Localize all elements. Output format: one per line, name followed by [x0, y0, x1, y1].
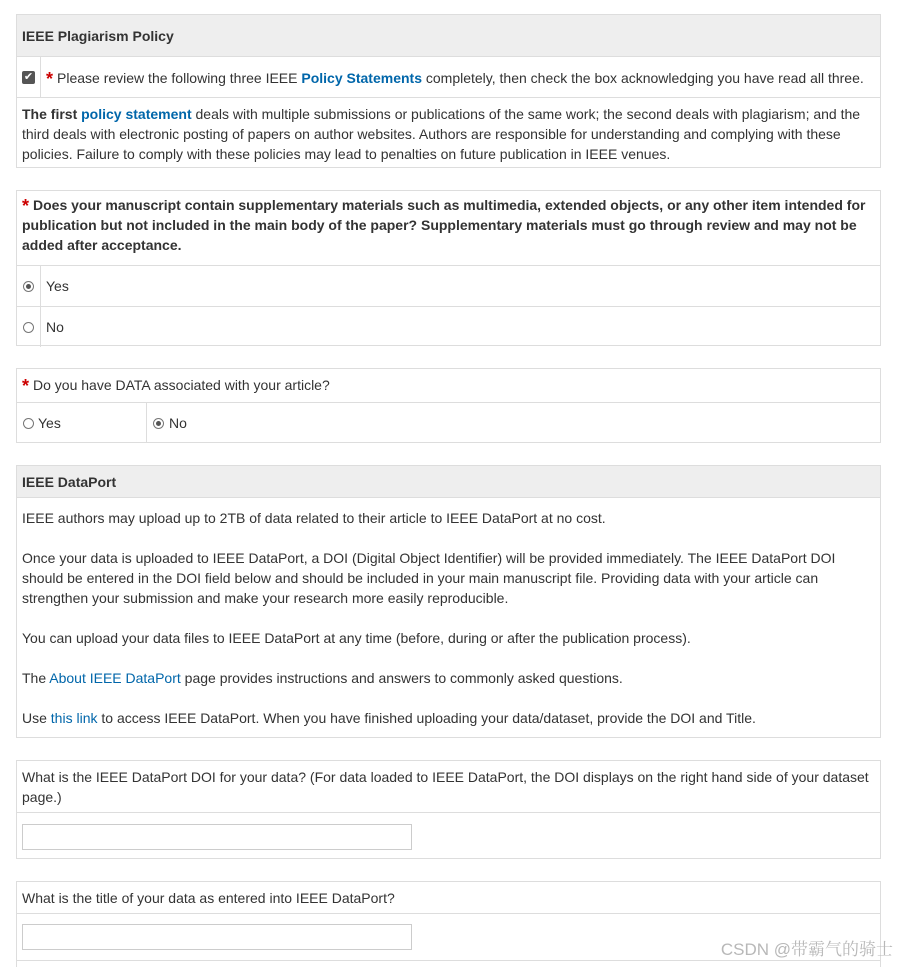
- required-marker: *: [22, 196, 30, 216]
- policy-statements-link[interactable]: Policy Statements: [301, 70, 422, 86]
- plagiarism-policy-title: IEEE Plagiarism Policy: [22, 27, 174, 44]
- supplementary-no-label: No: [46, 319, 64, 335]
- doi-input[interactable]: [22, 824, 412, 850]
- dataport-paragraph-1: IEEE authors may upload up to 2TB of data related to their article to IEEE DataPort at no cost.: [22, 510, 606, 526]
- data-title-input[interactable]: [22, 924, 412, 950]
- data-question: * Do you have DATA associated with your article?: [22, 376, 330, 396]
- data-yes-radio[interactable]: [23, 418, 34, 429]
- required-marker: *: [22, 376, 30, 396]
- about-dataport-link[interactable]: About IEEE DataPort: [49, 670, 181, 686]
- supplementary-option-yes[interactable]: [17, 265, 880, 306]
- policy-description: The first policy statement deals with multiple submissions or publications of the same work; the second deals with plagiarism; and the third deals with electronic posting of papers on author websites. Authors are responsible for understanding and complying with these policies. Failure to comply with these policies may lead to penalties on future publication in IEEE venues.: [17, 97, 880, 167]
- policy-acknowledge-checkbox[interactable]: ✔: [23, 71, 34, 83]
- data-yes-label: Yes: [38, 415, 61, 431]
- dataport-panel: [16, 465, 881, 738]
- dataport-paragraph-4: The About IEEE DataPort page provides instructions and answers to commonly asked questions.: [22, 670, 623, 686]
- supplementary-option-no[interactable]: [17, 306, 880, 347]
- data-no-label: No: [169, 415, 187, 431]
- required-marker: *: [46, 69, 54, 89]
- supplementary-question: * Does your manuscript contain supplementary materials such as multimedia, extended objects, or any other item intended for publication but not included in the main body of the paper? Supplementary materials must go through review and may not be added after acceptance.: [22, 196, 866, 253]
- plagiarism-policy-panel: [16, 14, 881, 168]
- doi-panel: [16, 760, 881, 859]
- supplementary-panel: [16, 190, 881, 346]
- supplementary-no-radio[interactable]: [23, 322, 34, 333]
- supplementary-yes-label: Yes: [46, 278, 69, 294]
- policy-acknowledge-row: [17, 56, 880, 97]
- policy-statement-link[interactable]: policy statement: [81, 106, 192, 122]
- dataport-paragraph-2: Once your data is uploaded to IEEE DataPort, a DOI (Digital Object Identifier) will be provided immediately. The IEEE DataPort DOI should be entered in the DOI field below and should be included in your main manuscript file. Providing data with your article can strengthen your submission and make your research more easily reproducible.: [22, 550, 836, 606]
- supplementary-yes-radio[interactable]: [23, 281, 34, 292]
- doi-input-row: [17, 812, 880, 858]
- policy-acknowledge-label: * Please review the following three IEEE Policy Statements completely, then check the box acknowledging you have read all three.: [46, 69, 864, 89]
- data-title-question: What is the title of your data as entered into IEEE DataPort?: [22, 890, 395, 906]
- data-question-options: [17, 402, 880, 442]
- data-question-panel: [16, 368, 881, 443]
- dataport-header: [17, 466, 880, 497]
- dataport-paragraph-3: You can upload your data files to IEEE DataPort at any time (before, during or after the publication process).: [22, 630, 691, 646]
- doi-question: What is the IEEE DataPort DOI for your data? (For data loaded to IEEE DataPort, the DOI displays on the right hand side of your dataset page.): [22, 769, 869, 805]
- dataport-access-link[interactable]: this link: [50, 710, 98, 726]
- data-no-radio[interactable]: [153, 418, 164, 429]
- dataport-paragraph-5: Use this link to access IEEE DataPort. When you have finished uploading your data/dataset, provide the DOI and Title.: [22, 710, 756, 726]
- watermark: CSDN @带霸气的骑士: [720, 940, 893, 959]
- plagiarism-policy-header: [17, 15, 880, 56]
- dataport-info: [17, 497, 880, 737]
- dataport-title: IEEE DataPort: [22, 473, 117, 490]
